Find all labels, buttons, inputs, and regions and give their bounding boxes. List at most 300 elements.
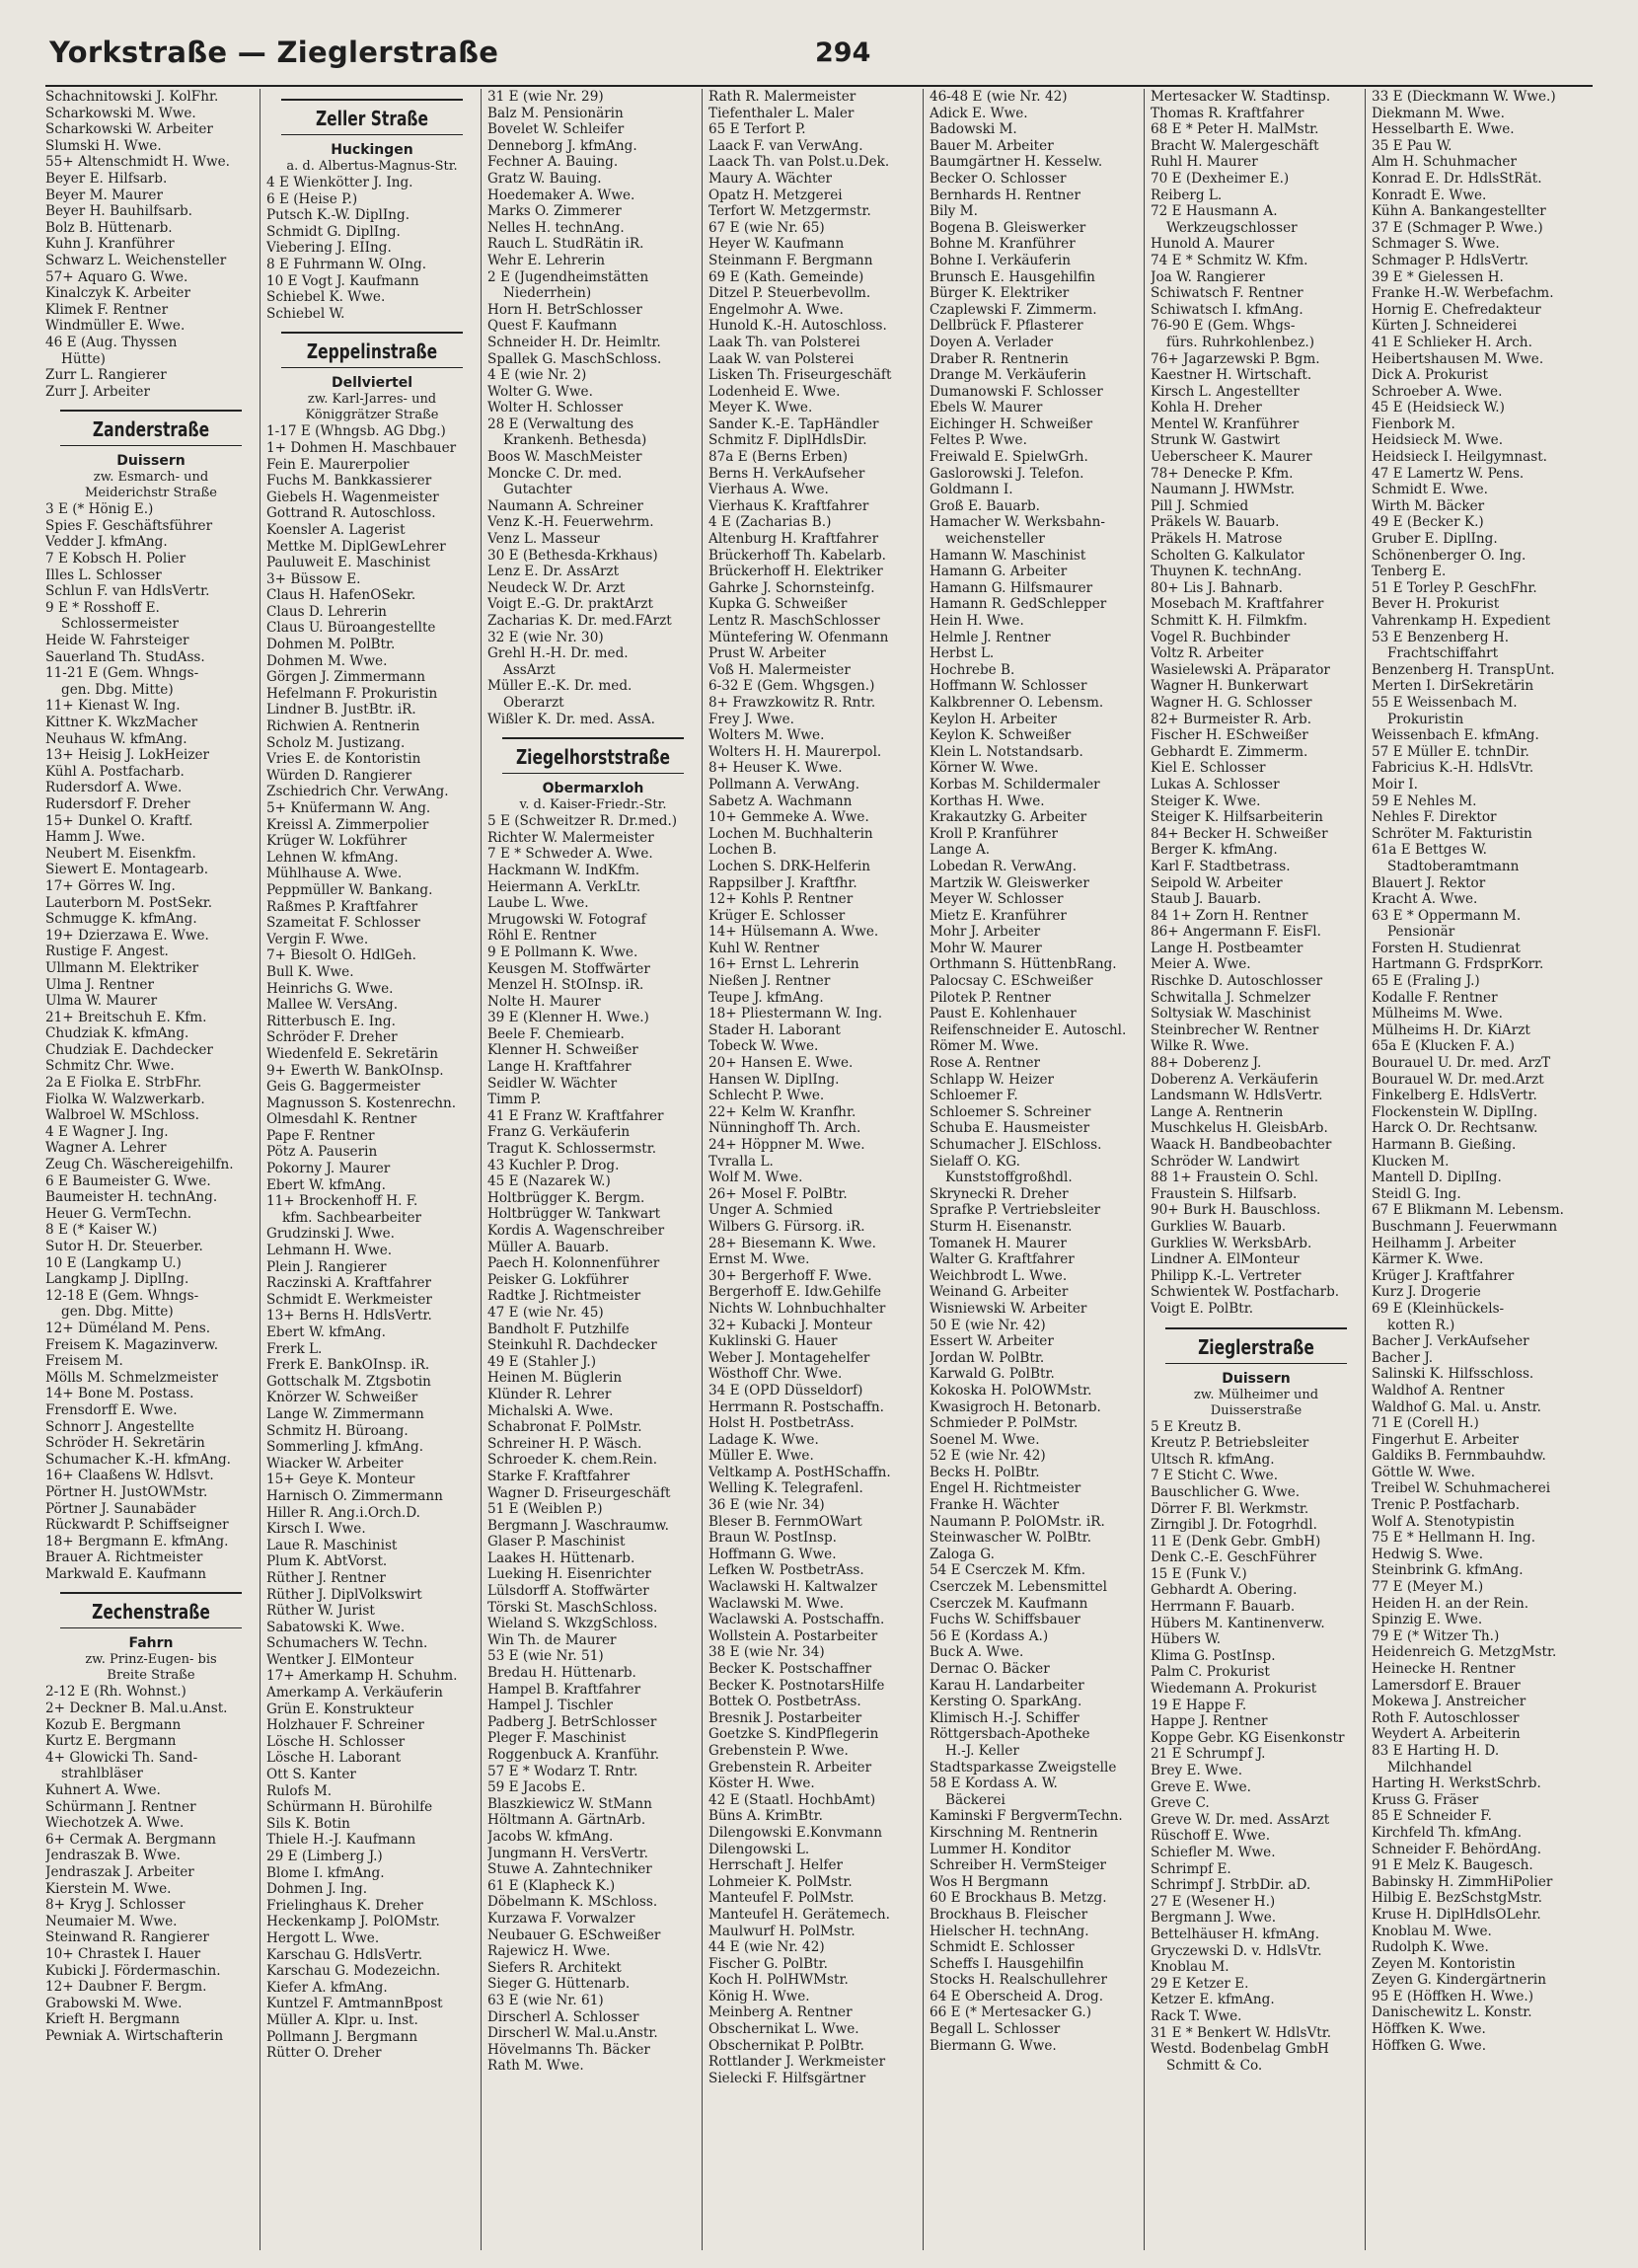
directory-entry: Meyer W. Schlosser	[930, 891, 1064, 908]
directory-entry: 42 E (Staatl. HochbAmt)	[708, 1791, 876, 1808]
directory-entry: Müller A. Bauarb.	[487, 1239, 610, 1255]
directory-entry: Fabricius K.-H. HdlsVtr.	[1372, 760, 1534, 777]
directory-entry: Wasielewski A. Präparator	[1151, 661, 1330, 678]
directory-entry: Döbelmann K. MSchloss.	[487, 1894, 658, 1911]
directory-entry: Klünder R. Lehrer	[487, 1386, 612, 1402]
directory-entry: Zeyen M. Kontoristin	[1372, 1955, 1516, 1972]
directory-entry: Frielinghaus K. Dreher	[266, 1897, 423, 1914]
directory-entry: Lauterborn M. PostSekr.	[45, 894, 213, 911]
directory-entry: Kreissl A. Zimmerpolier	[266, 816, 429, 833]
directory-entry: Alm H. Schuhmacher	[1372, 154, 1517, 171]
directory-entry: Herrmann F. Bauarb.	[1151, 1599, 1296, 1616]
directory-entry: Denneborg J. kfmAng.	[487, 137, 637, 154]
directory-entry: Hornig E. Chefredakteur	[1372, 301, 1541, 318]
directory-entry: Raßmes P. Kraftfahrer	[266, 898, 418, 915]
directory-entry: Naumann J. HWMstr.	[1151, 482, 1296, 498]
directory-entry: 8+ Kryg J. Schlosser	[45, 1897, 186, 1914]
directory-entry: Rappsilber J. Kraftfhr.	[708, 874, 857, 891]
directory-entry: Pewniak A. Wirtschafterin	[45, 2027, 224, 2044]
directory-entry: Terfort W. Metzgermstr.	[708, 203, 871, 220]
directory-entry: Kuntzel F. AmtmannBpost	[266, 1996, 443, 2012]
directory-entry: Franke H.-W. Werbefachm.	[1372, 285, 1554, 302]
directory-entry: 53 E (wie Nr. 51)	[487, 1648, 604, 1665]
directory-entry: Schmager P. HdlsVertr.	[1372, 252, 1529, 268]
directory-entry: Reiberg L.	[1151, 187, 1223, 203]
directory-entry: Szameitat F. Schlosser	[266, 915, 420, 932]
directory-entry: Kruse H. DiplHdlsOLehr.	[1372, 1906, 1541, 1923]
directory-entry: 65 E (Fraling J.)	[1372, 973, 1480, 990]
directory-entry: Wehr E. Lehrerin	[487, 252, 606, 268]
directory-entry: 36 E (wie Nr. 34)	[708, 1497, 825, 1514]
directory-entry: Veltkamp A. PostHSchaffn.	[708, 1464, 891, 1480]
directory-entry: Salinski K. Hilfsschloss.	[1372, 1366, 1534, 1383]
directory-entry: 11-21 E (Gem. Whngs-	[45, 665, 199, 682]
directory-entry: Gratz W. Bauing.	[487, 170, 602, 187]
directory-entry: Quest F. Kaufmann	[487, 318, 618, 335]
directory-entry: Dilengowski E.Konvmann	[708, 1824, 882, 1841]
directory-entry: Baumgärtner H. Kesselw.	[930, 154, 1103, 171]
directory-entry: AssArzt	[503, 661, 556, 678]
directory-entry: Mülheims M. Wwe.	[1372, 1006, 1503, 1022]
directory-entry: Geis G. Baggermeister	[266, 1079, 420, 1096]
directory-entry: Sielaff O. KG.	[930, 1153, 1020, 1170]
directory-entry: Franke H. Wächter	[930, 1497, 1060, 1514]
directory-entry: Philipp K.-L. Vertreter	[1151, 1267, 1302, 1284]
directory-entry: Kuhnert A. Wwe.	[45, 1782, 161, 1799]
directory-entry: 8+ Heuser K. Wwe.	[708, 760, 843, 777]
directory-entry: Wolters H. H. Maurerpol.	[708, 743, 882, 760]
directory-entry: Spallek G. MaschSchloss.	[487, 350, 662, 367]
directory-entry: Scheffs I. Hausgehilfin	[930, 1955, 1084, 1972]
column-4	[708, 89, 920, 2250]
directory-entry: 8+ Frawzkowitz R. Rntr.	[708, 694, 876, 711]
directory-entry: Rath M. Wwe.	[487, 2058, 584, 2075]
directory-entry: Schröder H. Sekretärin	[45, 1435, 205, 1452]
directory-entry: Horn H. BetrSchlosser	[487, 301, 642, 318]
directory-entry: 7 E * Schweder A. Wwe.	[487, 846, 653, 863]
directory-entry: 51 E (Weiblen P.)	[487, 1501, 603, 1518]
directory-entry: Törski St. MaschSchloss.	[487, 1599, 658, 1616]
directory-entry: 91 E Melz K. Baugesch.	[1372, 1857, 1533, 1874]
directory-entry: Blauert J. Rektor	[1372, 874, 1486, 891]
directory-entry: Bever H. Prokurist	[1372, 596, 1500, 613]
directory-entry: Mühlhause A. Wwe.	[266, 866, 403, 882]
directory-entry: Lobedan R. VerwAng.	[930, 858, 1078, 874]
directory-entry: Weinand G. Arbeiter	[930, 1284, 1069, 1301]
directory-entry: Drange M. Verkäuferin	[930, 367, 1086, 384]
directory-entry: Mertesacker W. Stadtinsp.	[1151, 89, 1331, 105]
directory-entry: 90+ Burk H. Bauschloss.	[1151, 1202, 1321, 1219]
directory-entry: Karschau G. Modezeichn.	[266, 1963, 441, 1980]
directory-entry: Weissenbach E. kfmAng.	[1372, 727, 1539, 744]
directory-entry: Win Th. de Maurer	[487, 1631, 617, 1648]
directory-entry: Hartmann G. FrdsprKorr.	[1372, 956, 1544, 973]
directory-entry: Beyer E. Hilfsarb.	[45, 170, 168, 187]
directory-entry: Schabronat F. PolMstr.	[487, 1419, 642, 1436]
directory-entry: Bauschlicher G. Wwe.	[1151, 1483, 1301, 1500]
directory-entry: Wiedenfeld E. Sekretärin	[266, 1045, 438, 1062]
directory-entry: Landsmann W. HdlsVertr.	[1151, 1088, 1323, 1104]
directory-entry: strahlbläser	[61, 1766, 143, 1782]
directory-entry: Forsten H. Studienrat	[1372, 940, 1521, 956]
directory-entry: Frerk L.	[266, 1340, 323, 1357]
directory-entry: 12-18 E (Gem. Whngs-	[45, 1287, 199, 1304]
directory-entry: Benzenberg H. TranspUnt.	[1372, 661, 1555, 678]
directory-entry: Bracht W. Malergeschäft	[1151, 137, 1319, 154]
directory-entry: Grebenstein R. Arbeiter	[708, 1759, 872, 1776]
directory-entry: Palm C. Prokurist	[1151, 1664, 1270, 1681]
directory-entry: Ketzer E. kfmAng.	[1151, 1992, 1275, 2008]
directory-entry: Amerkamp A. Verkäuferin	[266, 1685, 443, 1701]
directory-entry: Grebenstein P. Wwe.	[708, 1742, 849, 1759]
directory-entry: Laue R. Maschinist	[266, 1537, 398, 1553]
directory-entry: 15+ Geye K. Monteur	[266, 1472, 415, 1488]
directory-entry: 1-17 E (Whngsb. AG Dbg.)	[266, 423, 446, 440]
directory-entry: Happe J. Rentner	[1151, 1713, 1268, 1730]
directory-entry: Putsch K.-W. DiplIng.	[266, 207, 410, 224]
directory-entry: Bourauel W. Dr. med.Arzt	[1372, 1071, 1544, 1088]
directory-entry: 5 E (Schweitzer R. Dr.med.)	[487, 813, 678, 830]
directory-entry: 76+ Jagarzewski P. Bgm.	[1151, 350, 1320, 367]
directory-entry: Zirngibl J. Dr. Fotogrhdl.	[1151, 1517, 1317, 1534]
directory-entry: 15+ Dunkel O. Kraftf.	[45, 812, 193, 829]
directory-entry: 41 E Schlieker H. Arch.	[1372, 334, 1532, 350]
directory-entry: Wos H Bergmann	[930, 1873, 1049, 1890]
directory-entry: Scholten G. Kalkulator	[1151, 547, 1305, 564]
directory-entry: Höffken G. Wwe.	[1372, 2037, 1487, 2054]
directory-entry: Naumann P. PolOMstr. iR.	[930, 1513, 1105, 1530]
directory-entry: Rudolph K. Wwe.	[1372, 1939, 1489, 1956]
directory-entry: 45 E (Nazarek W.)	[487, 1173, 611, 1190]
directory-entry: 10 E Vogt J. Kaufmann	[266, 272, 419, 289]
directory-entry: Heiermann A. VerkLtr.	[487, 878, 641, 895]
directory-entry: Gebhardt A. Obering.	[1151, 1582, 1298, 1599]
directory-entry: Schmitt K. H. Filmkfm.	[1151, 613, 1307, 629]
directory-entry: Rischke D. Autoschlosser	[1151, 973, 1323, 990]
directory-entry: Lange A.	[930, 842, 991, 859]
directory-entry: 46-48 E (wie Nr. 42)	[930, 89, 1068, 105]
directory-entry: Boos W. MaschMeister	[487, 449, 642, 466]
directory-entry: Schuba E. Hausmeister	[930, 1120, 1090, 1137]
directory-entry: Schiebel W.	[266, 305, 345, 322]
directory-entry: Greve E. Wwe.	[1151, 1778, 1251, 1795]
directory-entry: Siefers R. Architekt	[487, 1959, 622, 1976]
directory-entry: Bergmann J. Waschraumw.	[487, 1517, 669, 1534]
directory-entry: Ritterbusch E. Ing.	[266, 1013, 396, 1029]
directory-entry: 3 E (* Hönig E.)	[45, 501, 154, 518]
directory-entry: Schmugge K. kfmAng.	[45, 911, 197, 928]
directory-entry: Tenberg E.	[1372, 564, 1447, 580]
directory-entry: Kurtz E. Bergmann	[45, 1733, 177, 1750]
directory-entry: Bull K. Wwe.	[266, 963, 354, 980]
directory-entry: Siewert E. Montagearb.	[45, 862, 209, 878]
directory-entry: Krieft H. Bergmann	[45, 2011, 181, 2028]
directory-entry: 44 E (wie Nr. 42)	[708, 1939, 825, 1956]
directory-entry: Lülsdorff A. Stoffwärter	[487, 1583, 649, 1600]
directory-entry: Kozub E. Bergmann	[45, 1716, 182, 1733]
directory-entry: 47 E (wie Nr. 45)	[487, 1304, 604, 1321]
column-6	[1151, 89, 1362, 2250]
directory-entry: Kaminski F BergvermTechn.	[930, 1808, 1123, 1825]
directory-entry: Schmidt G. DiplIng.	[266, 223, 401, 240]
directory-entry: Lehnen W. kfmAng.	[266, 849, 399, 866]
directory-entry: Neudeck W. Dr. Arzt	[487, 579, 626, 596]
directory-entry: Walter G. Kraftfahrer	[930, 1251, 1075, 1268]
directory-entry: Scholz M. Justizang.	[266, 734, 406, 751]
directory-entry: Heidsieck I. Heilgymnast.	[1372, 449, 1547, 466]
directory-entry: Schreiner H. P. Wäsch.	[487, 1435, 642, 1452]
directory-entry: Laack F. van VerwAng.	[708, 137, 863, 154]
directory-entry: Dirscherl A. Schlosser	[487, 2008, 639, 2025]
directory-entry: 16+ Claaßens W. Hdlsvt.	[45, 1468, 214, 1484]
directory-entry: Rüther W. Jurist	[266, 1603, 375, 1620]
directory-entry: Kohla H. Dreher	[1151, 400, 1262, 416]
directory-entry: Jordan W. PolBtr.	[930, 1349, 1045, 1366]
directory-entry: Brey E. Wwe.	[1151, 1763, 1243, 1778]
directory-entry: 85 E Schneider F.	[1372, 1808, 1492, 1825]
directory-entry: Schröder W. Landwirt	[1151, 1153, 1300, 1170]
directory-entry: Stader H. Laborant	[708, 1021, 841, 1038]
directory-entry: Pörtner H. JustOWMstr.	[45, 1483, 208, 1500]
directory-entry: Peppmüller W. Bankang.	[266, 881, 433, 898]
directory-entry: Bovelet W. Schleifer	[487, 121, 625, 138]
directory-entry: Zeyen G. Kindergärtnerin	[1372, 1972, 1546, 1989]
directory-entry: Bourauel U. Dr. med. ArzT	[1372, 1055, 1551, 1072]
directory-entry: 7+ Biesolt O. HdlGeh.	[266, 947, 416, 964]
directory-entry: Hesselbarth E. Wwe.	[1372, 121, 1515, 138]
directory-entry: Richter W. Malermeister	[487, 829, 654, 846]
directory-entry: Nießen J. Rentner	[708, 973, 831, 990]
directory-entry: Nelles H. technAng.	[487, 219, 625, 236]
directory-entry: 69 E (Kath. Gemeinde)	[708, 268, 864, 285]
directory-entry: Joa W. Rangierer	[1151, 268, 1265, 285]
directory-entry: Kodalle F. Rentner	[1372, 989, 1498, 1006]
directory-entry: 55+ Altenschmidt H. Wwe.	[45, 154, 230, 171]
column-divider	[702, 89, 703, 2250]
directory-entry: Schumacher J. ElSchloss.	[930, 1137, 1102, 1153]
directory-entry: Zschiedrich Chr. VerwAng.	[266, 784, 449, 800]
directory-entry: Fischer G. PolBtr.	[708, 1955, 828, 1972]
directory-entry: Maulwurf H. PolMstr.	[708, 1923, 856, 1939]
directory-entry: Bernhards H. Rentner	[930, 187, 1080, 203]
directory-entry: 72 E Hausmann A.	[1151, 203, 1278, 220]
directory-entry: 76-90 E (Gem. Whgs-	[1151, 318, 1296, 335]
directory-entry: Heinen M. Büglerin	[487, 1370, 623, 1387]
directory-entry: Chudziak E. Dachdecker	[45, 1041, 213, 1058]
directory-entry: Vedder J. kfmAng.	[45, 534, 168, 551]
directory-entry: Waldhof G. Mal. u. Anstr.	[1372, 1399, 1541, 1415]
directory-entry: Voigt E.-G. Dr. praktArzt	[487, 596, 653, 613]
directory-entry: Gottrand R. Autoschloss.	[266, 505, 436, 522]
directory-entry: Dilengowski L.	[708, 1841, 810, 1857]
directory-entry: Plein J. Rangierer	[266, 1258, 387, 1275]
directory-entry: Gurklies W. Bauarb.	[1151, 1218, 1287, 1235]
district-heading: Dellviertel	[331, 375, 413, 392]
directory-entry: Körner W. Wwe.	[930, 760, 1039, 777]
directory-entry: Pensionär	[1387, 924, 1455, 941]
directory-entry: Knoblau M. Wwe.	[1372, 1923, 1492, 1939]
directory-entry: 21 E Schrumpf J.	[1151, 1746, 1266, 1763]
directory-entry: Lindner B. JustBtr. iR.	[266, 702, 416, 718]
directory-entry: 15 E (Funk V.)	[1151, 1565, 1247, 1582]
directory-entry: Ueberscheer K. Maurer	[1151, 449, 1312, 466]
directory-entry: Schwarz L. Weichensteller	[45, 252, 227, 268]
directory-entry: Wolf A. Stenotypistin	[1372, 1513, 1515, 1530]
column-divider	[923, 89, 924, 2250]
directory-entry: Trenic P. Postfacharb.	[1372, 1497, 1521, 1514]
directory-entry: Schiebel K. Wwe.	[266, 289, 386, 306]
directory-entry: Hackmann W. IndKfm.	[487, 862, 640, 878]
directory-entry: Harting H. WerkstSchrb.	[1372, 1776, 1541, 1792]
directory-entry: Harmann B. Gießing.	[1372, 1137, 1517, 1153]
directory-entry: 20+ Hansen E. Wwe.	[708, 1055, 854, 1072]
directory-entry: Chudziak K. kfmAng.	[45, 1025, 189, 1042]
directory-entry: Doyen A. Verlader	[930, 334, 1054, 350]
directory-entry: Hübers W.	[1151, 1631, 1222, 1648]
directory-entry: Voß H. Malermeister	[708, 661, 851, 678]
directory-entry: Brauer A. Richtmeister	[45, 1550, 203, 1566]
directory-entry: Bolz B. Hüttenarb.	[45, 219, 173, 236]
directory-entry: 14+ Bone M. Postass.	[45, 1386, 194, 1402]
directory-entry: Kiel E. Schlosser	[1151, 760, 1266, 777]
directory-entry: Kiefer A. kfmAng.	[266, 1979, 388, 1996]
directory-entry: Kürten J. Schneiderei	[1372, 318, 1518, 335]
directory-entry: Mosebach M. Kraftfahrer	[1151, 596, 1324, 613]
directory-entry: Markwald E. Kaufmann	[45, 1565, 206, 1582]
directory-entry: 9 E * Rosshoff E.	[45, 599, 160, 616]
directory-entry: Sturm H. Eisenanstr.	[930, 1218, 1073, 1235]
directory-entry: 53 E Benzenberg H.	[1372, 629, 1510, 645]
directory-entry: 10+ Gemmeke A. Wwe.	[708, 809, 869, 826]
directory-entry: Menzel H. StOInsp. iR.	[487, 977, 644, 994]
directory-entry: 51 E Torley P. GeschFhr.	[1372, 579, 1537, 596]
directory-entry: Pollmann A. VerwAng.	[708, 776, 860, 793]
directory-entry: Bohne M. Kranführer	[930, 236, 1076, 253]
directory-entry: Steinwascher W. PolBtr.	[930, 1530, 1092, 1547]
directory-entry: 84+ Becker H. Schweißer	[1151, 825, 1328, 842]
directory-entry: Franz G. Verkäuferin	[487, 1124, 631, 1141]
directory-entry: kotten R.)	[1387, 1317, 1455, 1333]
directory-entry: Schiwatsch I. kfmAng.	[1151, 301, 1303, 318]
directory-entry: Brückerhoff Th. Kabelarb.	[708, 547, 886, 564]
directory-entry: Lamersdorf E. Brauer	[1372, 1677, 1521, 1694]
directory-entry: 10+ Chrastek I. Hauer	[45, 1945, 201, 1962]
directory-entry: Schiwatsch F. Rentner	[1151, 285, 1303, 302]
directory-entry: Hövelmanns Th. Bäcker	[487, 2041, 650, 2058]
directory-entry: Lange H. Postbeamter	[1151, 940, 1303, 956]
directory-entry: Kunststoffgroßhdl.	[945, 1170, 1073, 1186]
directory-entry: Bäckerei	[945, 1791, 1005, 1808]
directory-entry: 84 1+ Zorn H. Rentner	[1151, 907, 1308, 924]
directory-entry: 74 E * Schmitz W. Kfm.	[1151, 252, 1308, 268]
directory-entry: 14+ Hülsemann A. Wwe.	[708, 924, 879, 941]
directory-entry: Maury A. Wächter	[708, 170, 833, 187]
directory-entry: Obschernikat L. Wwe.	[708, 2021, 859, 2038]
directory-entry: 61 E (Klapheck K.)	[487, 1877, 616, 1894]
directory-entry: Bauer M. Arbeiter	[930, 137, 1054, 154]
directory-entry: Draber R. Rentnerin	[930, 350, 1069, 367]
directory-entry: 21+ Breitschuh E. Kfm.	[45, 1009, 207, 1025]
directory-entry: Schmidt E. Wwe.	[1372, 482, 1488, 498]
directory-entry: Gurklies W. WerksbArb.	[1151, 1235, 1312, 1251]
directory-entry: Seipold W. Arbeiter	[1151, 874, 1283, 891]
directory-entry: Knoblau M.	[1151, 1959, 1229, 1976]
directory-entry: Flockenstein W. DiplIng.	[1372, 1103, 1538, 1120]
directory-entry: Bettelhäuser H. kfmAng.	[1151, 1926, 1320, 1942]
directory-entry: Paust E. Kohlenhauer	[930, 1006, 1077, 1022]
directory-entry: Hansen W. DiplIng.	[708, 1071, 840, 1088]
directory-entry: Waclawski H. Kaltwalzer	[708, 1579, 877, 1596]
directory-entry: Mietz E. Kranführer	[930, 907, 1067, 924]
directory-entry: Unger A. Schmied	[708, 1202, 833, 1219]
directory-entry: Wolters M. Wwe.	[708, 727, 825, 744]
directory-entry: Bergmann J. Wwe.	[1151, 1910, 1277, 1927]
directory-entry: Laakes H. Hüttenarb.	[487, 1550, 635, 1566]
directory-entry: 52 E (wie Nr. 42)	[930, 1448, 1046, 1465]
directory-entry: Neuhaus W. kfmAng.	[45, 730, 187, 747]
directory-entry: 61a E Bettges W.	[1372, 842, 1487, 859]
directory-entry: 68 E * Peter H. MalMstr.	[1151, 121, 1319, 138]
directory-entry: 29 E Ketzer E.	[1151, 1975, 1249, 1992]
directory-entry: Finkelberg E. HdlsVertr.	[1372, 1088, 1537, 1104]
directory-entry: Slumski H. Wwe.	[45, 137, 162, 154]
directory-entry: Illes L. Schlosser	[45, 567, 162, 583]
directory-entry: Ernst M. Wwe.	[708, 1251, 810, 1268]
directory-entry: Kreutz P. Betriebsleiter	[1151, 1435, 1309, 1452]
directory-entry: 24+ Höppner M. Wwe.	[708, 1137, 865, 1153]
directory-entry: H.-J. Keller	[945, 1742, 1019, 1759]
directory-entry: Ulma J. Rentner	[45, 976, 154, 993]
directory-entry: Hilbig E. BezSchstgMstr.	[1372, 1890, 1542, 1907]
directory-entry: Mülheims H. Dr. KiArzt	[1372, 1021, 1530, 1038]
directory-entry: Krankenh. Bethesda)	[503, 432, 647, 449]
directory-entry: Essert W. Arbeiter	[930, 1333, 1054, 1350]
street-location-note: zw. Mülheimer und	[1193, 1387, 1319, 1402]
directory-entry: Klucken M.	[1372, 1153, 1450, 1170]
directory-entry: Bergerhoff E. Idw.Gehilfe	[708, 1284, 882, 1301]
directory-entry: Hiller R. Ang.i.Orch.D.	[266, 1504, 420, 1521]
directory-entry: Römer M. Wwe.	[930, 1038, 1039, 1055]
directory-entry: Gebhardt E. Zimmerm.	[1151, 743, 1308, 760]
directory-entry: Prokuristin	[1387, 711, 1464, 727]
directory-entry: Orthmann S. HüttenbRang.	[930, 956, 1117, 973]
directory-entry: 64 E Oberscheid A. Drog.	[930, 1988, 1104, 2004]
directory-entry: Sprafke P. Vertriebsleiter	[930, 1202, 1101, 1219]
directory-entry: 8 E Fuhrmann W. OIng.	[266, 256, 427, 272]
directory-entry: 6-32 E (Gem. Whgsgen.)	[708, 678, 875, 695]
directory-entry: Freisem M.	[45, 1353, 123, 1370]
directory-entry: Hamann W. Maschinist	[930, 547, 1086, 564]
directory-entry: Heiden H. an der Rein.	[1372, 1595, 1529, 1612]
directory-entry: Schumachers W. Techn.	[266, 1635, 428, 1652]
directory-entry: Präkels W. Bauarb.	[1151, 514, 1280, 531]
page-header	[45, 28, 1593, 87]
directory-entry: 4 E Wienkötter J. Ing.	[266, 175, 413, 190]
directory-entry: Pauluweit E. Maschinist	[266, 555, 431, 571]
directory-entry: Vogel R. Buchbinder	[1151, 629, 1291, 645]
directory-entry: Steinwand R. Rangierer	[45, 1929, 209, 1946]
directory-entry: Steiger K. Wwe.	[1151, 793, 1261, 809]
column-divider	[260, 89, 261, 2250]
directory-entry: Frachtschiffahrt	[1387, 645, 1499, 662]
directory-entry: Grudzinski J. Wwe.	[266, 1226, 395, 1243]
directory-entry: Hoffmann G. Wwe.	[708, 1546, 837, 1562]
directory-entry: 9 E Pollmann K. Wwe.	[487, 944, 638, 960]
directory-entry: Fechner A. Bauing.	[487, 154, 619, 171]
directory-entry: 65a E (Klucken F. A.)	[1372, 1038, 1515, 1055]
directory-entry: Herbst L.	[930, 645, 995, 662]
directory-entry: Holtbrügger W. Tankwart	[487, 1206, 661, 1223]
